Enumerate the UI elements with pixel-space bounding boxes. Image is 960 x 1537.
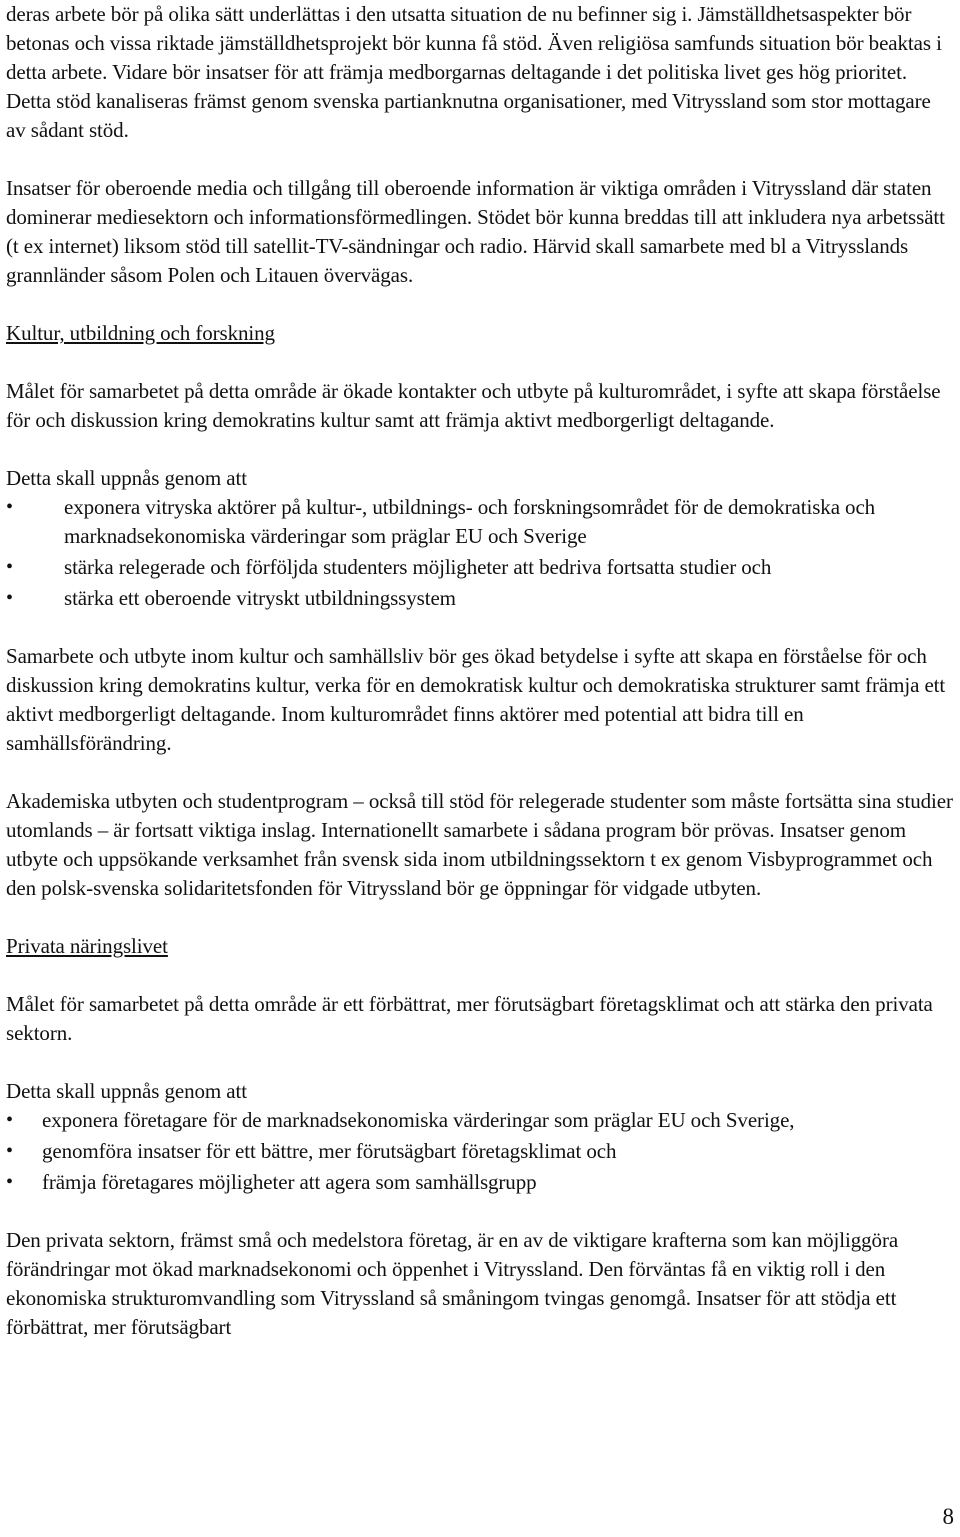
paragraph-4: Samarbete och utbyte inom kultur och samhällsliv bör ges ökad betydelse i syfte att skapa en förståelse för och diskussion kring demokratins kultur, verka för en demokratisk kultur och demokratiska strukturer samt främja ett aktivt medborgerligt deltagande. Inom kulturområdet finns aktörer med potential att bidra till en samhällsförändring. (6, 644, 946, 755)
list-item (6, 1168, 954, 1197)
list-intro-2: Detta skall uppnås genom att (6, 1079, 247, 1103)
paragraph-3: Målet för samarbetet på detta område är ökade kontakter och utbyte på kulturområdet, i syfte att skapa förståelse för och diskussion kring demokratins kultur samt att främja aktivt medborgerligt deltagande. (6, 379, 941, 432)
list-intro-1: Detta skall uppnås genom att (6, 466, 247, 490)
bullet-icon: • (6, 1109, 13, 1131)
bullet-list-1 (6, 493, 954, 613)
bullet-icon: • (6, 556, 13, 578)
bullet-list-2 (6, 1106, 954, 1197)
page-number: 8 (942, 1504, 954, 1529)
paragraph-6: Målet för samarbetet på detta område är ett förbättrat, mer förutsägbart företagsklimat och att stärka den privata sektorn. (6, 992, 933, 1045)
list-item (6, 1106, 954, 1135)
list-item-text: exponera företagare för de marknadsekonomiska värderingar som präglar EU och Sverige, (42, 1108, 795, 1132)
list-item (6, 1137, 954, 1166)
bullet-icon: • (6, 1171, 13, 1193)
bullet-icon: • (6, 496, 13, 518)
paragraph-2: Insatser för oberoende media och tillgång till oberoende information är viktiga områden i Vitryssland där staten dominerar mediesektorn och informationsförmedlingen. Stödet bör kunna breddas till att inkludera nya arbetssätt (t ex internet) liksom stöd till satellit-TV-sändningar och radio. Härvid skall samarbete med bl a Vitrysslands grannländer såsom Polen och Litauen övervägas. (6, 176, 945, 287)
bullet-icon: • (6, 1140, 13, 1162)
list-item-text: främja företagares möjligheter att agera som samhällsgrupp (42, 1170, 537, 1194)
list-item (6, 553, 954, 582)
list-item-text: exponera vitryska aktörer på kultur-, utbildnings- och forskningsområdet för de demokratiska och marknadsekonomiska värderingar som präglar EU och Sverige (64, 495, 876, 548)
list-item-text: stärka relegerade och förföljda studenters möjligheter att bedriva fortsatta studier och (64, 555, 772, 579)
section-heading-culture: Kultur, utbildning och forskning (6, 321, 275, 345)
list-item (6, 584, 954, 613)
section-heading-private-sector: Privata näringslivet (6, 934, 168, 958)
list-item-text: stärka ett oberoende vitryskt utbildningssystem (64, 586, 456, 610)
bullet-icon: • (6, 587, 13, 609)
list-item (6, 493, 954, 551)
paragraph-1: deras arbete bör på olika sätt underlättas i den utsatta situation de nu befinner sig i. Jämställdhetsaspekter bör betonas och vissa riktade jämställdhetsprojekt bör kunna få stöd. Även religiösa samfunds situation bör beaktas i detta arbete. Vidare bör insatser för att främja medborgarnas deltagande i det politiska livet ges hög prioritet. Detta stöd kanaliseras främst genom svenska partianknutna organisationer, med Vitryssland som stor mottagare av sådant stöd. (6, 2, 942, 142)
list-item-text: genomföra insatser för ett bättre, mer förutsägbart företagsklimat och (42, 1139, 617, 1163)
paragraph-5: Akademiska utbyten och studentprogram – också till stöd för relegerade studenter som måste fortsätta sina studier utomlands – är fortsatt viktiga inslag. Internationellt samarbete i sådana program bör prövas. Insatser genom utbyte och uppsökande verksamhet från svensk sida inom utbildningssektorn t ex genom Visbyprogrammet och den polsk-svenska solidaritetsfonden för Vitryssland bör ge öppningar för vidgade utbyten. (6, 789, 953, 900)
document-page (6, 0, 954, 1342)
paragraph-7: Den privata sektorn, främst små och medelstora företag, är en av de viktigare krafterna som kan möjliggöra förändringar mot ökad marknadsekonomi och öppenhet i Vitryssland. Den förväntas få en viktig roll i den ekonomiska strukturomvandling som Vitryssland så småningom tvingas genomgå. Insatser för att stödja ett förbättrat, mer förutsägbart (6, 1228, 899, 1339)
